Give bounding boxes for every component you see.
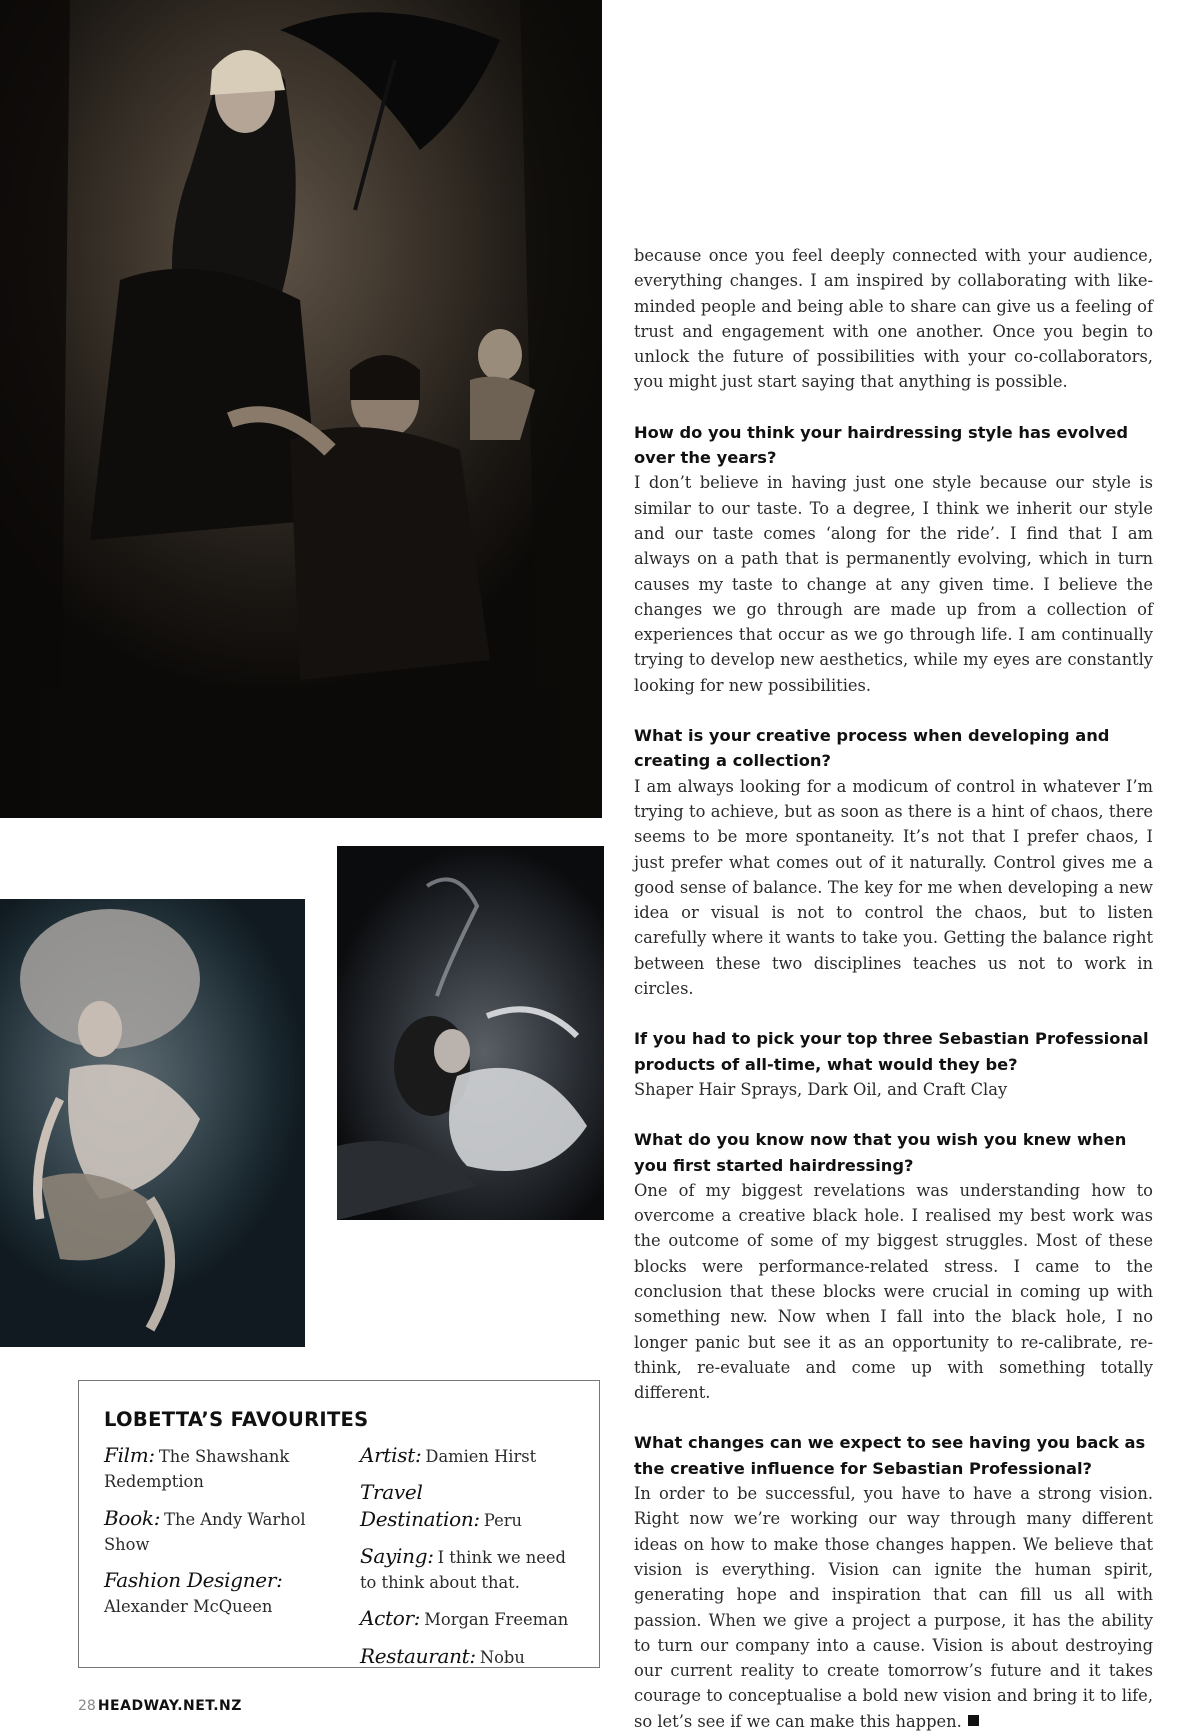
question-heading: If you had to pick your top three Sebastian Professional products of all-time, what would they be? xyxy=(634,1029,1149,1074)
qa-block xyxy=(634,420,1153,698)
photo-illustration xyxy=(0,899,305,1347)
answer-paragraph: One of my biggest revelations was understanding how to overcome a creative black hole. I realised my best work was the outcome of some of my biggest struggles. Most of these blocks were performance-related stress. I came to the conclusion that these blocks were crucial in coming up with something new. Now when I fall into the black hole, I no longer panic but see it as an opportunity to re-calibrate, re-think, re-evaluate and come up with something totally different. xyxy=(634,1180,1153,1403)
answer-paragraph xyxy=(634,1481,1153,1734)
favourite-item xyxy=(104,1568,329,1620)
favourite-key: Actor: xyxy=(360,1606,421,1631)
favourite-value: Alexander McQueen xyxy=(104,1597,273,1617)
favourite-item xyxy=(104,1443,329,1495)
end-mark-icon xyxy=(968,1715,979,1726)
page-footer xyxy=(78,1698,242,1714)
favourite-value: Morgan Freeman xyxy=(424,1610,569,1630)
favourite-key: Book: xyxy=(104,1505,161,1530)
favourite-item xyxy=(104,1506,329,1558)
favourites-box xyxy=(78,1380,600,1668)
favourite-key: Travel Destination: xyxy=(360,1480,480,1531)
favourites-title: LOBETTA’S FAVOURITES xyxy=(104,1408,369,1431)
favourite-value: Damien Hirst xyxy=(425,1447,537,1466)
intro-paragraph: because once you feel deeply connected with your audience, everything changes. I am inspired by collaborating with like-minded people and being able to share can give us a feeling of trust and engagement with one another. Once you begin to unlock the future of possibilities with your co-collaborators, you might just start saying that anything is possible. xyxy=(634,246,1153,392)
qa-block xyxy=(634,1026,1153,1102)
editorial-photo-umbrella xyxy=(0,0,602,818)
favourite-item xyxy=(360,1544,585,1596)
answer-paragraph: I don’t believe in having just one style because our style is similar to our taste. To a degree, I think we inherit our style and our taste comes ‘along for the ride’. I find that I am always on a path that is permanently evolving, which in turn causes my taste to change at any given time. I believe the changes we go through are made up from a collection of experiences that occur as we go through life. I am continually trying to develop new aesthetics, while my eyes are constantly looking for new possibilities. xyxy=(634,473,1153,695)
question-heading: What is your creative process when developing and creating a collection? xyxy=(634,726,1110,771)
favourite-key: Saying: xyxy=(360,1543,434,1568)
favourite-key: Film: xyxy=(104,1443,155,1467)
editorial-photo-feathers xyxy=(0,899,305,1347)
article-body xyxy=(634,243,1153,1734)
favourite-item xyxy=(360,1443,585,1469)
answer-text: In order to be successful, you have to have a strong vision. Right now we’re working our way through many different ideas on how to make those changes happen. We believe that vision is everything. Vision can ignite the human spirit, generating hope and inspiration that can fill us all with passion. When we give a project a purpose, it has the ability to turn our company into a cause. Vision is about destroying our current reality to create tomorrow’s future and it takes courage to conceptualise a bold new vision and bring it to life, so let’s see if we can make this happen. xyxy=(634,1484,1153,1731)
question-heading: What do you know now that you wish you knew when you first started hairdressing? xyxy=(634,1130,1127,1175)
answer-paragraph: I am always looking for a modicum of control in whatever I’m trying to achieve, but as soon as there is a hint of chaos, there seems to be more spontaneity. It’s not that I prefer chaos, I just prefer what comes out of it naturally. Control gives me a good sense of balance. The key for me when developing a new idea or visual is not to control the chaos, but to listen carefully where it wants to take you. Getting the balance right between these two disciplines teaches us not to work in circles. xyxy=(634,776,1153,999)
page-number: 28 xyxy=(78,1698,96,1714)
answer-paragraph: Shaper Hair Sprays, Dark Oil, and Craft Clay xyxy=(634,1079,1008,1099)
favourite-key: Artist: xyxy=(360,1443,422,1467)
qa-block xyxy=(634,1127,1153,1405)
favourite-item xyxy=(360,1480,585,1533)
site-name: HEADWAY.NET.NZ xyxy=(97,1698,242,1714)
favourite-key: Restaurant: xyxy=(360,1643,476,1668)
photo-illustration xyxy=(0,0,602,818)
favourite-value: Peru xyxy=(483,1510,523,1530)
favourite-value: Nobu xyxy=(479,1647,525,1667)
favourites-column-right xyxy=(360,1443,585,1681)
photo-illustration xyxy=(337,846,604,1220)
favourite-value: I think we need to think about that. xyxy=(360,1547,566,1593)
favourite-item xyxy=(360,1606,585,1632)
favourite-item xyxy=(360,1644,585,1670)
question-heading: How do you think your hairdressing style has evolved over the years? xyxy=(634,422,1129,468)
favourite-value: The Shawshank Redemption xyxy=(104,1447,290,1492)
qa-block xyxy=(634,723,1153,1001)
qa-block xyxy=(634,1430,1153,1734)
favourite-value: The Andy Warhol Show xyxy=(104,1509,306,1554)
favourites-column-left xyxy=(104,1443,329,1631)
favourite-key: Fashion Designer: xyxy=(104,1568,283,1593)
question-heading: What changes can we expect to see having you back as the creative influence for Sebastian Professional? xyxy=(634,1433,1146,1478)
editorial-photo-reclining xyxy=(337,846,604,1220)
